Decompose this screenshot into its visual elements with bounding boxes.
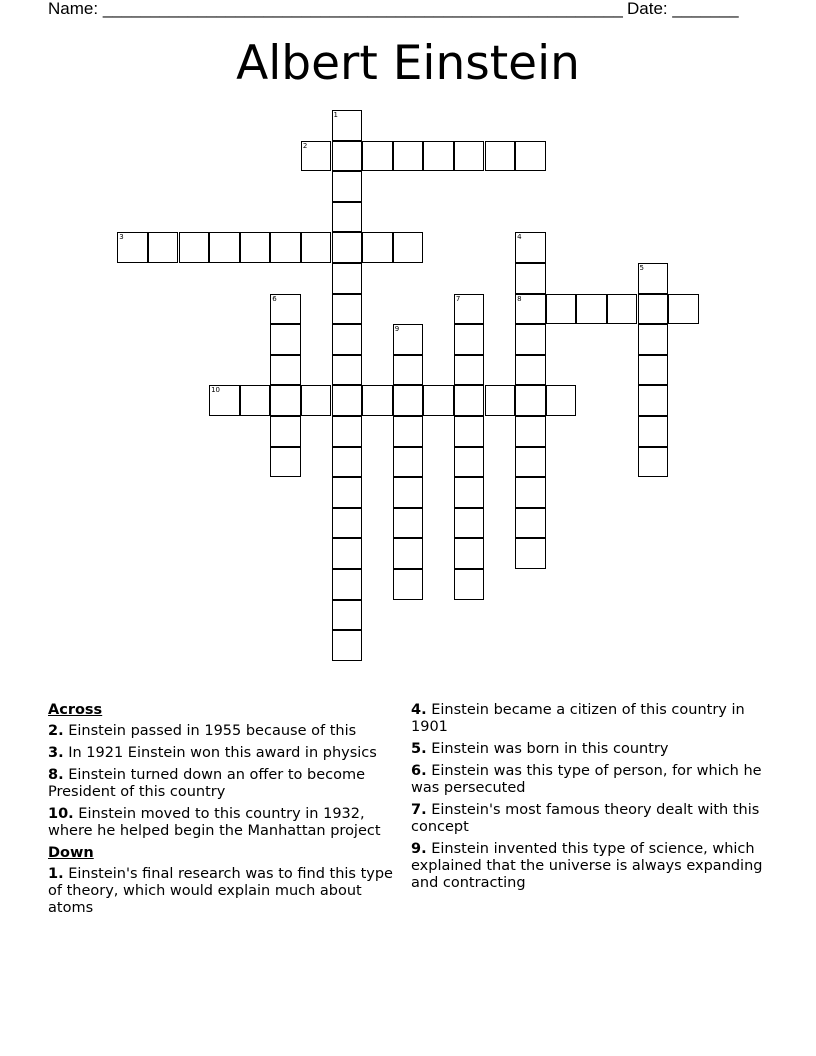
grid-cell[interactable] [454, 508, 485, 539]
grid-cell[interactable] [332, 202, 363, 233]
grid-cell[interactable] [117, 232, 148, 263]
grid-cell[interactable] [332, 294, 363, 325]
down-clue [411, 802, 763, 836]
grid-cell[interactable] [638, 355, 669, 386]
grid-cell[interactable] [546, 294, 577, 325]
clue-number: 7. [411, 802, 427, 818]
date-label: Date: [627, 0, 668, 18]
grid-cell[interactable] [515, 538, 546, 569]
grid-cell[interactable] [332, 141, 363, 172]
grid-cell[interactable] [270, 232, 301, 263]
grid-cell[interactable] [270, 294, 301, 325]
grid-cell[interactable] [638, 294, 669, 325]
down-heading: Down [48, 845, 94, 861]
grid-cell[interactable] [332, 630, 363, 661]
grid-cell[interactable] [485, 385, 516, 416]
clue-text: Einstein was born in this country [431, 741, 669, 757]
grid-cell[interactable] [454, 141, 485, 172]
cell-number: 1 [333, 111, 338, 119]
grid-cell[interactable] [332, 110, 363, 141]
grid-cell[interactable] [301, 385, 332, 416]
grid-cell[interactable] [393, 355, 424, 386]
grid-cell[interactable] [393, 232, 424, 263]
grid-cell[interactable] [668, 294, 699, 325]
grid-cell[interactable] [209, 232, 240, 263]
grid-cell[interactable] [454, 294, 485, 325]
across-clue [48, 745, 404, 762]
grid-cell[interactable] [638, 385, 669, 416]
clue-number: 4. [411, 702, 427, 718]
clue-number: 9. [411, 841, 427, 857]
grid-cell[interactable] [515, 232, 546, 263]
cell-number: 9 [394, 325, 400, 334]
clue-number: 8. [48, 767, 64, 783]
grid-cell[interactable] [638, 263, 669, 294]
grid-cell[interactable] [638, 447, 669, 478]
clue-text: Einstein moved to this country in 1932, where he helped begin the Manhattan project [48, 806, 381, 839]
grid-cell[interactable] [515, 294, 546, 325]
name-blank: _______________________________________________________ [102, 0, 623, 18]
grid-cell[interactable] [454, 477, 485, 508]
clue-text: Einstein's final research was to find this type of theory, which would explain much about atoms [48, 866, 393, 916]
grid-cell[interactable] [454, 416, 485, 447]
grid-cell[interactable] [332, 447, 363, 478]
grid-cell[interactable] [423, 385, 454, 416]
grid-cell[interactable] [607, 294, 638, 325]
cell-number: 2 [302, 141, 308, 150]
cell-number: 10 [211, 386, 221, 395]
grid-cell[interactable] [515, 324, 546, 355]
grid-cell[interactable] [332, 355, 363, 386]
page-title: Albert Einstein [236, 36, 580, 91]
clue-text: Einstein's most famous theory dealt with this concept [411, 802, 760, 835]
grid-cell[interactable] [148, 232, 179, 263]
clue-number: 5. [411, 741, 427, 757]
grid-cell[interactable] [515, 385, 546, 416]
grid-cell[interactable] [638, 416, 669, 447]
date-blank: _______ [672, 0, 739, 18]
cell-number: 7 [455, 294, 461, 303]
cell-number: 4 [517, 233, 522, 242]
cell-number: 6 [272, 294, 277, 303]
grid-cell[interactable] [332, 263, 363, 294]
grid-cell[interactable] [332, 600, 363, 631]
name-label: Name: [48, 0, 99, 18]
grid-cell[interactable] [332, 385, 363, 416]
grid-cell[interactable] [362, 232, 393, 263]
clue-number: 2. [48, 723, 64, 739]
clue-number: 3. [48, 745, 64, 761]
grid-cell[interactable] [179, 232, 210, 263]
across-heading: Across [48, 702, 103, 718]
down-clue [411, 763, 763, 797]
grid-cell[interactable] [393, 416, 424, 447]
grid-cell[interactable] [546, 385, 577, 416]
down-clue [411, 741, 763, 758]
cell-number: 5 [639, 264, 644, 272]
grid-cell[interactable] [454, 385, 485, 416]
grid-cell[interactable] [393, 141, 424, 172]
clue-number: 6. [411, 763, 427, 779]
grid-cell[interactable] [332, 477, 363, 508]
across-clue [48, 723, 404, 740]
grid-cell[interactable] [393, 538, 424, 569]
down-clue [48, 866, 404, 917]
grid-cell[interactable] [454, 355, 485, 386]
grid-cell[interactable] [638, 324, 669, 355]
grid-cell[interactable] [515, 447, 546, 478]
grid-cell[interactable] [515, 263, 546, 294]
down-clue [411, 702, 763, 736]
grid-cell[interactable] [240, 232, 271, 263]
grid-cell[interactable] [454, 569, 485, 600]
clue-text: Einstein became a citizen of this country in 1901 [411, 702, 745, 735]
across-clue [48, 767, 404, 801]
clue-text: Einstein turned down an offer to become President of this country [48, 767, 366, 800]
clue-text: In 1921 Einstein won this award in physics [68, 745, 377, 761]
clue-number: 10. [48, 806, 74, 822]
clues-left-column [48, 702, 404, 922]
grid-cell[interactable] [423, 141, 454, 172]
grid-cell[interactable] [485, 141, 516, 172]
grid-cell[interactable] [393, 447, 424, 478]
clues-right-column [411, 702, 763, 897]
clue-number: 1. [48, 866, 64, 882]
grid-cell[interactable] [393, 508, 424, 539]
grid-cell[interactable] [270, 385, 301, 416]
grid-cell[interactable] [270, 324, 301, 355]
grid-cell[interactable] [332, 324, 363, 355]
grid-cell[interactable] [362, 141, 393, 172]
grid-cell[interactable] [270, 447, 301, 478]
grid-cell[interactable] [270, 416, 301, 447]
grid-cell[interactable] [393, 324, 424, 355]
clue-text: Einstein passed in 1955 because of this [68, 723, 357, 739]
grid-cell[interactable] [209, 385, 240, 416]
down-clue [411, 841, 763, 892]
grid-cell[interactable] [515, 477, 546, 508]
grid-cell[interactable] [515, 355, 546, 386]
grid-cell[interactable] [454, 538, 485, 569]
grid-cell[interactable] [332, 569, 363, 600]
cell-number: 3 [119, 233, 124, 242]
grid-cell[interactable] [301, 232, 332, 263]
clue-text: Einstein invented this type of science, which explained that the universe is always expanding and contracting [411, 841, 763, 891]
grid-cell[interactable] [454, 324, 485, 355]
cell-number: 8 [517, 294, 522, 303]
grid-cell[interactable] [332, 538, 363, 569]
grid-cell[interactable] [332, 508, 363, 539]
clue-text: Einstein was this type of person, for which he was persecuted [411, 763, 762, 796]
grid-cell[interactable] [454, 447, 485, 478]
grid-cell[interactable] [270, 355, 301, 386]
grid-cell[interactable] [393, 569, 424, 600]
grid-cell[interactable] [515, 508, 546, 539]
grid-cell[interactable] [240, 385, 271, 416]
grid-cell[interactable] [332, 232, 363, 263]
across-clue [48, 806, 404, 840]
grid-cell[interactable] [332, 416, 363, 447]
grid-cell[interactable] [362, 385, 393, 416]
grid-cell[interactable] [301, 141, 332, 172]
grid-cell[interactable] [576, 294, 607, 325]
grid-cell[interactable] [332, 171, 363, 202]
grid-cell[interactable] [393, 385, 424, 416]
grid-cell[interactable] [515, 141, 546, 172]
grid-cell[interactable] [515, 416, 546, 447]
grid-cell[interactable] [393, 477, 424, 508]
